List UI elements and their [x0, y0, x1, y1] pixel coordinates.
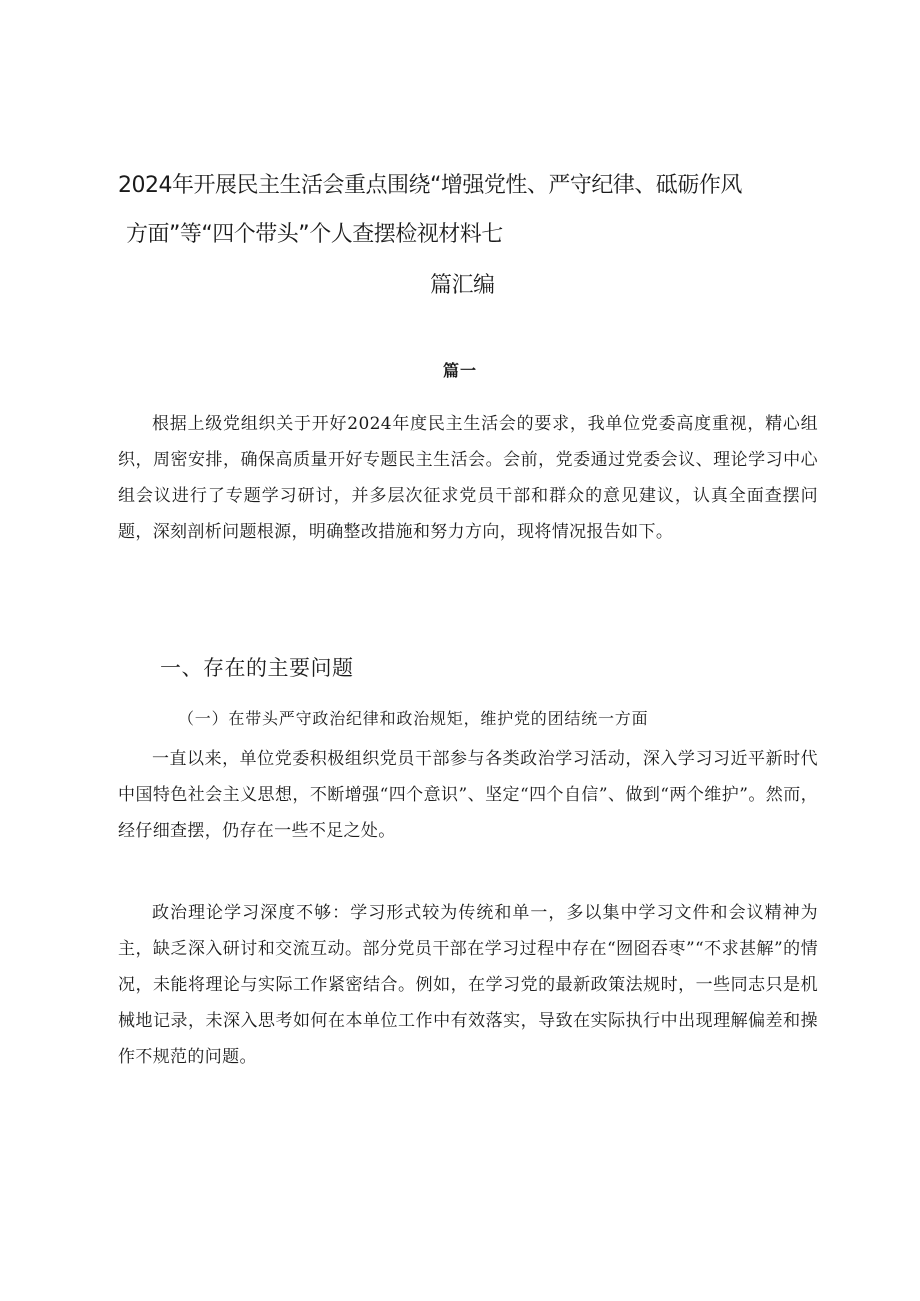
- section-label: 篇一: [442, 361, 477, 380]
- heading-existing-problems: 一、存在的主要问题: [160, 656, 354, 680]
- body-paragraph-2: 一直以来，单位党委积极组织党员干部参与各类政治学习活动，深入学习习近平新时代中国特色社会主义思想，不断增强“四个意识”、坚定“四个自信”、做到“两个维护”。然而，经仔细查摆，仍存在一些不足之处。: [118, 749, 818, 841]
- document-title-line-1: 2024年开展民主生活会重点围绕“增强党性、严守纪律、砥砺作风: [118, 173, 742, 198]
- document-title-line-2: 方面”等“四个带头”个人查摆检视材料七: [126, 222, 503, 247]
- body-paragraph-3: 政治理论学习深度不够：学习形式较为传统和单一，多以集中学习文件和会议精神为主，缺乏深入研讨和交流互动。部分党员干部在学习过程中存在“囫囵吞枣”“不求甚解”的情况，未能将理论与实际工作紧密结合。例如，在学习党的最新政策法规时，一些同志只是机械地记录，未深入思考如何在本单位工作中有效落实，导致在实际执行中出现理解偏差和操作不规范的问题。: [118, 903, 818, 1067]
- document-title-line-3: 篇汇编: [430, 273, 495, 298]
- intro-paragraph: 根据上级党组织关于开好2024年度民主生活会的要求，我单位党委高度重视，精心组织，周密安排，确保高质量开好专题民主生活会。会前，党委通过党委会议、理论学习中心组会议进行了专题学习研讨，并多层次征求党员干部和群众的意见建议，认真全面查摆问题，深刻剖析问题根源，明确整改措施和努力方向，现将情况报告如下。: [118, 414, 818, 542]
- subheading-political-discipline: （一）在带头严守政治纪律和政治规矩，维护党的团结统一方面: [178, 709, 649, 728]
